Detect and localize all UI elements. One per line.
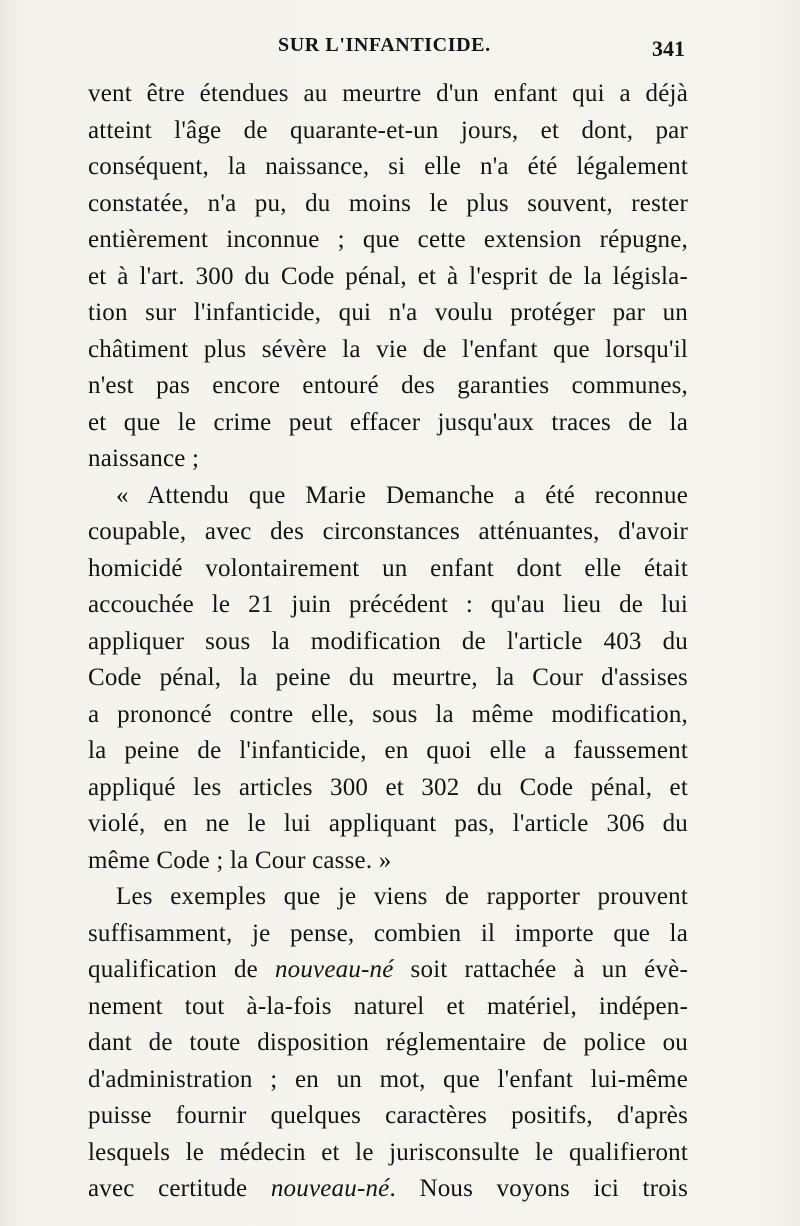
text-line: et que le crime peut effacer jusqu'aux traces de la bbox=[88, 408, 688, 436]
text-line: entièrement inconnue ; que cette extension répugne, bbox=[88, 226, 688, 253]
text-line: accouchée le 21 juin précédent : qu'au lieu de lui bbox=[88, 591, 688, 618]
text-line: châtiment plus sévère la vie de l'enfant que lorsqu'il bbox=[88, 335, 688, 363]
text-fragment: avec certitude bbox=[88, 1175, 271, 1202]
page-header bbox=[0, 34, 800, 64]
text-fragment: . Nous voyons ici trois bbox=[389, 1175, 688, 1202]
italic-term: nouveau-né bbox=[270, 1175, 390, 1202]
text-line: puisse fournir quelques caractères positifs, d'après bbox=[88, 1102, 688, 1129]
text-line: atteint l'âge de quarante-et-un jours, et dont, par bbox=[88, 116, 688, 144]
page-number: 341 bbox=[652, 36, 685, 61]
text-line: appliquer sous la modification de l'article 403 du bbox=[88, 627, 688, 655]
text-line: la peine de l'infanticide, en quoi elle a faussement bbox=[88, 737, 688, 764]
text-line: constatée, n'a pu, du moins le plus souvent, rester bbox=[88, 189, 688, 217]
text-fragment: qualification de bbox=[88, 956, 275, 983]
text-line: tion sur l'infanticide, qui n'a voulu protéger par un bbox=[88, 299, 688, 326]
text-line: même Code ; la Cour casse. » bbox=[88, 846, 392, 874]
running-title: SUR L'INFANTICIDE. bbox=[278, 34, 491, 56]
text-line: Code pénal, la peine du meurtre, la Cour d'assises bbox=[88, 664, 688, 691]
text-line bbox=[88, 952, 688, 989]
text-line: Les exemples que je viens de rapporter prouvent bbox=[116, 883, 688, 910]
text-line: et à l'art. 300 du Code pénal, et à l'esprit de la législa- bbox=[88, 262, 688, 290]
text-line bbox=[88, 1171, 688, 1208]
text-line: violé, en ne le lui appliquant pas, l'article 306 du bbox=[88, 810, 688, 837]
text-line: lesquels le médecin et le jurisconsulte le qualifieront bbox=[88, 1138, 688, 1166]
text-line: d'administration ; en un mot, que l'enfant lui-même bbox=[88, 1065, 688, 1093]
text-line: coupable, avec des circonstances atténuantes, d'avoir bbox=[88, 518, 688, 545]
text-line: appliqué les articles 300 et 302 du Code pénal, et bbox=[88, 773, 688, 801]
italic-term: nouveau-né bbox=[274, 956, 394, 983]
text-line: dant de toute disposition réglementaire de police ou bbox=[88, 1029, 688, 1056]
text-line: homicidé volontairement un enfant dont elle était bbox=[88, 554, 688, 582]
text-line: nement tout à-la-fois naturel et matériel, indépen- bbox=[88, 992, 688, 1020]
text-fragment: soit rattachée à un évè- bbox=[393, 956, 688, 983]
text-line: n'est pas encore entouré des garanties communes, bbox=[88, 372, 688, 399]
text-line: « Attendu que Marie Demanche a été reconnue bbox=[116, 481, 688, 509]
body-text bbox=[88, 76, 688, 1208]
text-line: vent être étendues au meurtre d'un enfant qui a déjà bbox=[88, 80, 688, 107]
text-line: naissance ; bbox=[88, 445, 200, 472]
text-line: conséquent, la naissance, si elle n'a été légalement bbox=[88, 153, 688, 180]
text-line: a prononcé contre elle, sous la même modification, bbox=[88, 700, 688, 728]
text-line: suffisamment, je pense, combien il importe que la bbox=[88, 919, 688, 947]
